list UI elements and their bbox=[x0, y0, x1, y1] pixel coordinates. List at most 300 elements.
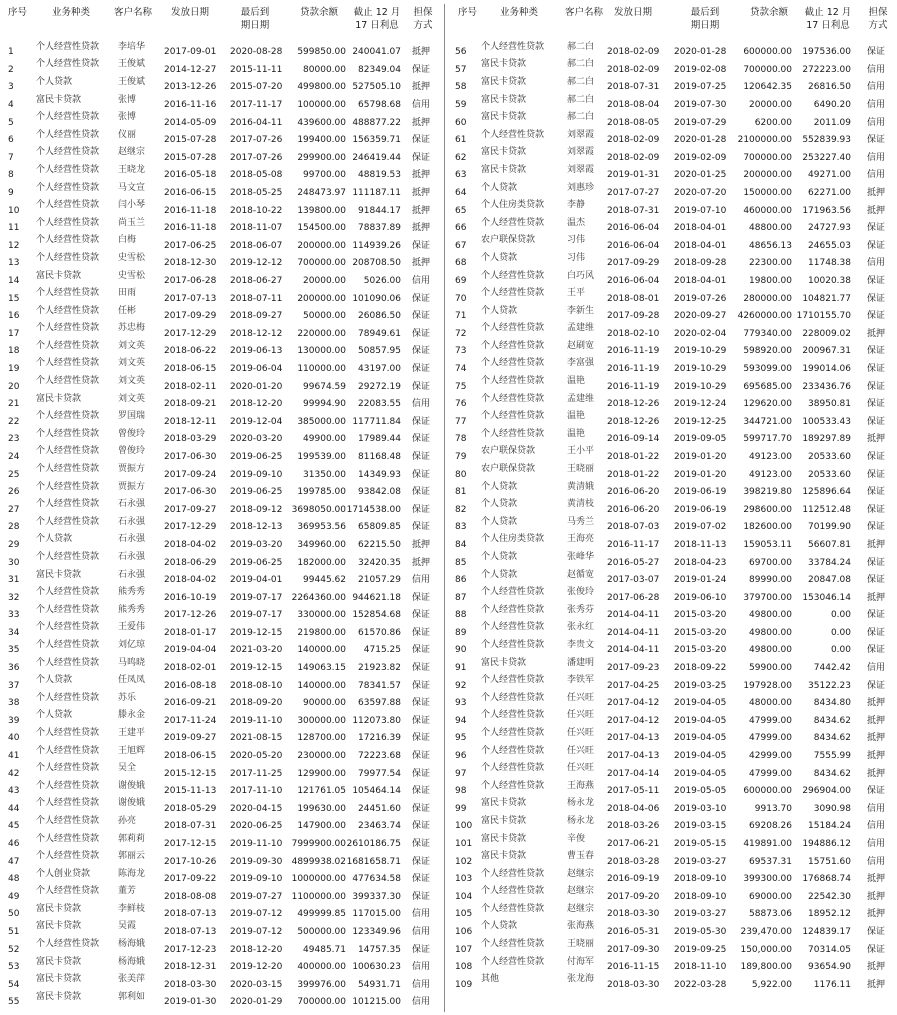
due-date-cell: 2018-12-20 bbox=[230, 399, 283, 410]
guarantee-cell: 抵押 bbox=[867, 768, 886, 779]
customer-cell: 赵继宗 bbox=[567, 903, 595, 914]
balance-cell: 600000.00 bbox=[743, 786, 792, 797]
business-type-cell: 富民卡贷款 bbox=[36, 569, 82, 580]
balance-cell: 400000.00 bbox=[297, 962, 346, 973]
table-row bbox=[448, 59, 897, 77]
guarantee-cell: 信用 bbox=[867, 663, 886, 674]
guarantee-cell: 保证 bbox=[412, 803, 431, 814]
business-type-cell: 个人经营性贷款 bbox=[36, 217, 100, 228]
customer-cell: 李静 bbox=[567, 200, 586, 211]
interest-cell: 93842.08 bbox=[358, 487, 401, 498]
issue-date-cell: 2017-06-28 bbox=[164, 276, 217, 287]
interest-cell: 0.00 bbox=[830, 645, 851, 656]
due-date-cell: 2018-05-08 bbox=[230, 170, 283, 181]
table-row bbox=[448, 586, 897, 604]
due-date-cell: 2020-06-25 bbox=[230, 821, 283, 832]
table-row bbox=[448, 305, 897, 323]
interest-cell: 100533.43 bbox=[802, 416, 851, 427]
issue-date-cell: 2018-02-09 bbox=[607, 152, 660, 163]
due-date-cell: 2020-03-20 bbox=[230, 434, 283, 445]
due-date-cell: 2019-04-05 bbox=[674, 768, 727, 779]
interest-cell: 111187.11 bbox=[352, 188, 401, 199]
seq-cell: 81 bbox=[455, 487, 467, 498]
table-row bbox=[0, 991, 443, 1009]
issue-date-cell: 2016-05-31 bbox=[607, 926, 660, 937]
guarantee-cell: 保证 bbox=[867, 944, 886, 955]
issue-date-cell: 2018-02-11 bbox=[164, 381, 217, 392]
table-row bbox=[448, 639, 897, 657]
customer-cell: 白巧风 bbox=[567, 270, 595, 281]
due-date-cell: 2018-09-10 bbox=[674, 891, 727, 902]
seq-cell: 67 bbox=[455, 240, 467, 251]
seq-cell: 58 bbox=[455, 82, 467, 93]
guarantee-cell: 保证 bbox=[867, 311, 886, 322]
issue-date-cell: 2014-04-11 bbox=[607, 610, 660, 621]
business-type-cell: 个人经营性贷款 bbox=[481, 270, 545, 281]
seq-cell: 10 bbox=[8, 205, 20, 216]
seq-cell: 82 bbox=[455, 504, 467, 515]
customer-cell: 滕永金 bbox=[118, 710, 146, 721]
issue-date-cell: 2018-02-01 bbox=[164, 663, 217, 674]
table-row bbox=[448, 463, 897, 481]
guarantee-cell: 保证 bbox=[867, 399, 886, 410]
balance-cell: 280000.00 bbox=[743, 293, 792, 304]
seq-cell: 49 bbox=[8, 891, 20, 902]
issue-date-cell: 2017-04-12 bbox=[607, 715, 660, 726]
customer-cell: 田雨 bbox=[118, 288, 137, 299]
interest-cell: 253227.40 bbox=[802, 152, 851, 163]
guarantee-cell: 信用 bbox=[412, 276, 431, 287]
seq-cell: 80 bbox=[455, 469, 467, 480]
business-type-cell: 个人经营性贷款 bbox=[36, 164, 100, 175]
guarantee-cell: 保证 bbox=[412, 592, 431, 603]
seq-cell: 89 bbox=[455, 627, 467, 638]
due-date-cell: 2019-12-04 bbox=[230, 416, 283, 427]
guarantee-cell: 保证 bbox=[867, 786, 886, 797]
guarantee-cell: 保证 bbox=[412, 733, 431, 744]
issue-date-cell: 2016-09-14 bbox=[607, 434, 660, 445]
business-type-cell: 富民卡贷款 bbox=[481, 657, 527, 668]
seq-cell: 90 bbox=[455, 645, 467, 656]
interest-cell: 79977.54 bbox=[358, 768, 401, 779]
guarantee-cell: 保证 bbox=[867, 487, 886, 498]
issue-date-cell: 2017-10-26 bbox=[164, 856, 217, 867]
interest-cell: 194886.12 bbox=[802, 839, 851, 850]
customer-cell: 温杰 bbox=[567, 217, 586, 228]
business-type-cell: 个人经营性贷款 bbox=[36, 499, 100, 510]
interest-cell: 91844.17 bbox=[358, 205, 401, 216]
business-type-cell: 个人经营性贷款 bbox=[481, 376, 545, 387]
balance-cell: 4260000.00 bbox=[737, 311, 792, 322]
issue-date-cell: 2013-12-26 bbox=[164, 82, 217, 93]
business-type-cell: 个人经营性贷款 bbox=[36, 798, 100, 809]
guarantee-cell: 信用 bbox=[867, 64, 886, 75]
seq-cell: 60 bbox=[455, 117, 467, 128]
issue-date-cell: 2019-09-27 bbox=[164, 733, 217, 744]
guarantee-cell: 保证 bbox=[412, 240, 431, 251]
guarantee-cell: 保证 bbox=[867, 135, 886, 146]
interest-cell: 1176.11 bbox=[813, 979, 851, 990]
seq-cell: 2 bbox=[8, 64, 14, 75]
table-row bbox=[448, 498, 897, 516]
header-guarantee: 担保 方式 bbox=[413, 7, 433, 31]
issue-date-cell: 2016-09-19 bbox=[607, 874, 660, 885]
customer-cell: 杨永龙 bbox=[567, 815, 595, 826]
due-date-cell: 2020-01-25 bbox=[674, 170, 727, 181]
issue-date-cell: 2017-09-01 bbox=[164, 47, 217, 58]
issue-date-cell: 2017-12-26 bbox=[164, 610, 217, 621]
guarantee-cell: 保证 bbox=[412, 680, 431, 691]
interest-cell: 78837.89 bbox=[358, 223, 401, 234]
business-type-cell: 个人经营性贷款 bbox=[36, 481, 100, 492]
balance-cell: 49800.00 bbox=[749, 645, 792, 656]
balance-cell: 344721.00 bbox=[743, 416, 792, 427]
interest-cell: 7555.99 bbox=[813, 751, 851, 762]
seq-cell: 61 bbox=[455, 135, 467, 146]
balance-cell: 49800.00 bbox=[749, 627, 792, 638]
balance-cell: 47999.00 bbox=[749, 715, 792, 726]
customer-cell: 马文宣 bbox=[118, 182, 146, 193]
issue-date-cell: 2017-09-29 bbox=[164, 311, 217, 322]
due-date-cell: 2019-02-09 bbox=[674, 152, 727, 163]
customer-cell: 王俊斌 bbox=[118, 59, 146, 70]
guarantee-cell: 保证 bbox=[412, 839, 431, 850]
business-type-cell: 个人经营性贷款 bbox=[36, 464, 100, 475]
balance-cell: 700000.00 bbox=[297, 258, 346, 269]
due-date-cell: 2019-04-05 bbox=[674, 733, 727, 744]
header-business-type: 业务种类 bbox=[500, 7, 539, 18]
due-date-cell: 2015-03-20 bbox=[674, 627, 727, 638]
issue-date-cell: 2016-06-20 bbox=[607, 504, 660, 515]
issue-date-cell: 2017-07-27 bbox=[607, 188, 660, 199]
interest-cell: 296904.00 bbox=[802, 786, 851, 797]
business-type-cell: 农户联保贷款 bbox=[481, 235, 536, 246]
table-row bbox=[0, 938, 443, 956]
seq-cell: 34 bbox=[8, 627, 20, 638]
table-row bbox=[0, 217, 443, 235]
guarantee-cell: 抵押 bbox=[867, 733, 886, 744]
issue-date-cell: 2016-11-19 bbox=[607, 363, 660, 374]
business-type-cell: 富民卡贷款 bbox=[481, 94, 527, 105]
seq-cell: 24 bbox=[8, 451, 20, 462]
customer-cell: 李贵文 bbox=[567, 639, 595, 650]
issue-date-cell: 2018-12-31 bbox=[164, 962, 217, 973]
interest-cell: 72223.68 bbox=[358, 751, 401, 762]
due-date-cell: 2019-07-27 bbox=[230, 891, 283, 902]
table-row bbox=[448, 551, 897, 569]
balance-cell: 69537.31 bbox=[749, 856, 792, 867]
customer-cell: 张永红 bbox=[567, 622, 595, 633]
seq-cell: 83 bbox=[455, 522, 467, 533]
table-row bbox=[0, 41, 443, 59]
due-date-cell: 2019-07-12 bbox=[230, 926, 283, 937]
table-row bbox=[0, 604, 443, 622]
customer-cell: 张峰华 bbox=[567, 552, 595, 563]
seq-cell: 73 bbox=[455, 346, 467, 357]
balance-cell: 80000.00 bbox=[303, 64, 346, 75]
due-date-cell: 2019-12-12 bbox=[230, 258, 283, 269]
customer-cell: 任兴旺 bbox=[567, 763, 595, 774]
customer-cell: 刘翠霞 bbox=[567, 164, 595, 175]
seq-cell: 43 bbox=[8, 786, 20, 797]
issue-date-cell: 2018-12-26 bbox=[607, 399, 660, 410]
customer-cell: 王海燕 bbox=[567, 780, 595, 791]
table-row bbox=[448, 657, 897, 675]
issue-date-cell: 2016-11-17 bbox=[607, 539, 660, 550]
issue-date-cell: 2017-04-13 bbox=[607, 751, 660, 762]
table-row bbox=[0, 129, 443, 147]
table-row bbox=[448, 692, 897, 710]
interest-cell: 21923.82 bbox=[358, 663, 401, 674]
issue-date-cell: 2018-07-31 bbox=[164, 821, 217, 832]
guarantee-cell: 保证 bbox=[412, 891, 431, 902]
balance-cell: 50000.00 bbox=[303, 311, 346, 322]
guarantee-cell: 抵押 bbox=[867, 979, 886, 990]
business-type-cell: 个人经营性贷款 bbox=[481, 323, 545, 334]
business-type-cell: 个人经营性贷款 bbox=[481, 710, 545, 721]
interest-cell: 104821.77 bbox=[802, 293, 851, 304]
table-row bbox=[0, 340, 443, 358]
seq-cell: 88 bbox=[455, 610, 467, 621]
issue-date-cell: 2014-05-09 bbox=[164, 117, 217, 128]
seq-cell: 11 bbox=[8, 223, 20, 234]
business-type-cell: 个人经营性贷款 bbox=[481, 129, 545, 140]
customer-cell: 张博 bbox=[118, 94, 137, 105]
guarantee-cell: 保证 bbox=[412, 346, 431, 357]
customer-cell: 王建平 bbox=[118, 727, 146, 738]
guarantee-cell: 保证 bbox=[867, 276, 886, 287]
seq-cell: 51 bbox=[8, 926, 20, 937]
guarantee-cell: 抵押 bbox=[412, 47, 431, 58]
balance-cell: 147900.00 bbox=[297, 821, 346, 832]
due-date-cell: 2018-06-27 bbox=[230, 276, 283, 287]
seq-cell: 17 bbox=[8, 328, 20, 339]
table-row bbox=[448, 569, 897, 587]
balance-cell: 439600.00 bbox=[297, 117, 346, 128]
interest-cell: 125896.64 bbox=[802, 487, 851, 498]
interest-cell: 22542.30 bbox=[808, 891, 851, 902]
guarantee-cell: 信用 bbox=[867, 152, 886, 163]
business-type-cell: 富民卡贷款 bbox=[36, 974, 82, 985]
balance-cell: 500000.00 bbox=[297, 926, 346, 937]
table-row bbox=[448, 604, 897, 622]
guarantee-cell: 保证 bbox=[412, 821, 431, 832]
business-type-cell: 个人经营性贷款 bbox=[36, 886, 100, 897]
issue-date-cell: 2016-08-18 bbox=[164, 680, 217, 691]
interest-cell: 29272.19 bbox=[358, 381, 401, 392]
guarantee-cell: 保证 bbox=[412, 751, 431, 762]
seq-cell: 45 bbox=[8, 821, 20, 832]
seq-cell: 105 bbox=[455, 909, 473, 920]
guarantee-cell: 保证 bbox=[867, 610, 886, 621]
due-date-cell: 2019-07-17 bbox=[230, 610, 283, 621]
header-due-date: 最后到 期日期 bbox=[240, 7, 270, 31]
guarantee-cell: 抵押 bbox=[412, 539, 431, 550]
interest-cell: 123349.96 bbox=[352, 926, 401, 937]
customer-cell: 杨海娥 bbox=[118, 939, 146, 950]
table-row bbox=[448, 973, 897, 991]
issue-date-cell: 2015-07-28 bbox=[164, 135, 217, 146]
business-type-cell: 个人经营性贷款 bbox=[36, 411, 100, 422]
customer-cell: 曾俊玲 bbox=[118, 428, 146, 439]
table-row bbox=[0, 305, 443, 323]
customer-cell: 罗国瑞 bbox=[118, 411, 146, 422]
issue-date-cell: 2016-06-04 bbox=[607, 223, 660, 234]
header-balance: 贷款余额 bbox=[299, 7, 338, 18]
interest-cell: 208708.50 bbox=[352, 258, 401, 269]
issue-date-cell: 2018-03-30 bbox=[164, 979, 217, 990]
guarantee-cell: 抵押 bbox=[412, 205, 431, 216]
due-date-cell: 2019-07-26 bbox=[674, 293, 727, 304]
customer-cell: 郭莉莉 bbox=[118, 833, 146, 844]
guarantee-cell: 保证 bbox=[867, 926, 886, 937]
customer-cell: 刘文英 bbox=[118, 340, 146, 351]
seq-cell: 84 bbox=[455, 539, 467, 550]
interest-cell: 0.00 bbox=[830, 610, 851, 621]
interest-cell: 70199.90 bbox=[808, 522, 851, 533]
balance-cell: 9913.70 bbox=[754, 803, 792, 814]
guarantee-cell: 保证 bbox=[867, 363, 886, 374]
interest-cell: 0.00 bbox=[830, 627, 851, 638]
balance-cell: 121761.05 bbox=[297, 786, 346, 797]
seq-cell: 107 bbox=[455, 944, 473, 955]
interest-cell: 8434.62 bbox=[813, 768, 851, 779]
table-row bbox=[448, 252, 897, 270]
table-row bbox=[0, 235, 443, 253]
balance-cell: 398219.80 bbox=[743, 487, 792, 498]
table-row bbox=[0, 973, 443, 991]
balance-cell: 31350.00 bbox=[303, 469, 346, 480]
table-row bbox=[448, 375, 897, 393]
balance-cell: 379700.00 bbox=[743, 592, 792, 603]
business-type-cell: 个人经营性贷款 bbox=[481, 288, 545, 299]
seq-cell: 78 bbox=[455, 434, 467, 445]
due-date-cell: 2018-11-07 bbox=[230, 223, 283, 234]
seq-cell: 52 bbox=[8, 944, 20, 955]
customer-cell: 黄清娥 bbox=[567, 481, 595, 492]
business-type-cell: 个人经营性贷款 bbox=[36, 780, 100, 791]
customer-cell: 杨永龙 bbox=[567, 798, 595, 809]
business-type-cell: 个人贷款 bbox=[481, 516, 518, 527]
customer-cell: 张龙海 bbox=[567, 974, 595, 985]
guarantee-cell: 保证 bbox=[412, 715, 431, 726]
business-type-cell: 富民卡贷款 bbox=[481, 798, 527, 809]
interest-cell: 38950.81 bbox=[808, 399, 851, 410]
balance-cell: 90000.00 bbox=[303, 698, 346, 709]
customer-cell: 石永强 bbox=[118, 552, 146, 563]
table-row bbox=[0, 358, 443, 376]
due-date-cell: 2019-06-19 bbox=[674, 487, 727, 498]
seq-cell: 76 bbox=[455, 399, 467, 410]
issue-date-cell: 2015-07-28 bbox=[164, 152, 217, 163]
seq-cell: 8 bbox=[8, 170, 14, 181]
due-date-cell: 2018-08-10 bbox=[230, 680, 283, 691]
guarantee-cell: 抵押 bbox=[867, 962, 886, 973]
issue-date-cell: 2018-06-22 bbox=[164, 346, 217, 357]
due-date-cell: 2019-01-20 bbox=[674, 469, 727, 480]
due-date-cell: 2020-05-20 bbox=[230, 751, 283, 762]
customer-cell: 王俊斌 bbox=[118, 76, 146, 87]
balance-cell: 129900.00 bbox=[297, 768, 346, 779]
customer-cell: 王晓丽 bbox=[567, 464, 595, 475]
balance-cell: 150,000.00 bbox=[740, 944, 792, 955]
table-row bbox=[0, 710, 443, 728]
business-type-cell: 个人经营性贷款 bbox=[36, 305, 100, 316]
due-date-cell: 2018-09-20 bbox=[230, 698, 283, 709]
seq-cell: 26 bbox=[8, 487, 20, 498]
interest-cell: 527505.10 bbox=[352, 82, 401, 93]
business-type-cell: 其他 bbox=[481, 974, 500, 985]
interest-cell: 26086.50 bbox=[358, 311, 401, 322]
business-type-cell: 个人贷款 bbox=[481, 305, 518, 316]
balance-cell: 593099.00 bbox=[743, 363, 792, 374]
business-type-cell: 个人经营性贷款 bbox=[481, 604, 545, 615]
customer-cell: 尚玉兰 bbox=[118, 217, 146, 228]
customer-cell: 石永强 bbox=[118, 516, 146, 527]
due-date-cell: 2017-11-10 bbox=[230, 786, 283, 797]
balance-cell: 385000.00 bbox=[297, 416, 346, 427]
issue-date-cell: 2017-12-15 bbox=[164, 839, 217, 850]
customer-cell: 石永强 bbox=[118, 569, 146, 580]
interest-cell: 189297.89 bbox=[802, 434, 851, 445]
customer-cell: 张美萍 bbox=[118, 974, 146, 985]
business-type-cell: 富民卡贷款 bbox=[36, 921, 82, 932]
guarantee-cell: 抵押 bbox=[412, 117, 431, 128]
business-type-cell: 个人经营性贷款 bbox=[481, 217, 545, 228]
balance-cell: 5,922.00 bbox=[751, 979, 792, 990]
table-row bbox=[0, 59, 443, 77]
interest-cell: 8434.80 bbox=[813, 698, 851, 709]
issue-date-cell: 2017-04-25 bbox=[607, 680, 660, 691]
business-type-cell: 富民卡贷款 bbox=[481, 851, 527, 862]
table-row bbox=[0, 446, 443, 464]
guarantee-cell: 保证 bbox=[412, 522, 431, 533]
table-row bbox=[448, 270, 897, 288]
interest-cell: 50857.95 bbox=[358, 346, 401, 357]
issue-date-cell: 2018-01-17 bbox=[164, 627, 217, 638]
issue-date-cell: 2016-06-04 bbox=[607, 276, 660, 287]
due-date-cell: 2019-01-20 bbox=[674, 451, 727, 462]
table-row bbox=[0, 428, 443, 446]
table-row bbox=[0, 199, 443, 217]
interest-cell: 8434.62 bbox=[813, 715, 851, 726]
interest-cell: 2610186.75 bbox=[346, 839, 401, 850]
interest-cell: 15184.24 bbox=[808, 821, 851, 832]
business-type-cell: 个人经营性贷款 bbox=[36, 112, 100, 123]
seq-cell: 108 bbox=[455, 962, 473, 973]
customer-cell: 仪丽 bbox=[118, 129, 137, 140]
issue-date-cell: 2016-05-18 bbox=[164, 170, 217, 181]
guarantee-cell: 保证 bbox=[412, 487, 431, 498]
interest-cell: 65809.85 bbox=[358, 522, 401, 533]
table-row bbox=[0, 850, 443, 868]
interest-cell: 15751.60 bbox=[808, 856, 851, 867]
table-row bbox=[0, 727, 443, 745]
table-row bbox=[0, 147, 443, 165]
issue-date-cell: 2017-09-20 bbox=[607, 891, 660, 902]
business-type-cell: 个人经营性贷款 bbox=[36, 200, 100, 211]
interest-cell: 112512.48 bbox=[802, 504, 851, 515]
table-row bbox=[0, 270, 443, 288]
customer-cell: 刘翠霞 bbox=[567, 129, 595, 140]
interest-cell: 105464.14 bbox=[352, 786, 401, 797]
interest-cell: 62271.00 bbox=[808, 188, 851, 199]
guarantee-cell: 抵押 bbox=[867, 751, 886, 762]
issue-date-cell: 2017-09-23 bbox=[607, 663, 660, 674]
customer-cell: 郭丽云 bbox=[118, 851, 146, 862]
seq-cell: 96 bbox=[455, 751, 467, 762]
issue-date-cell: 2016-06-15 bbox=[164, 188, 217, 199]
